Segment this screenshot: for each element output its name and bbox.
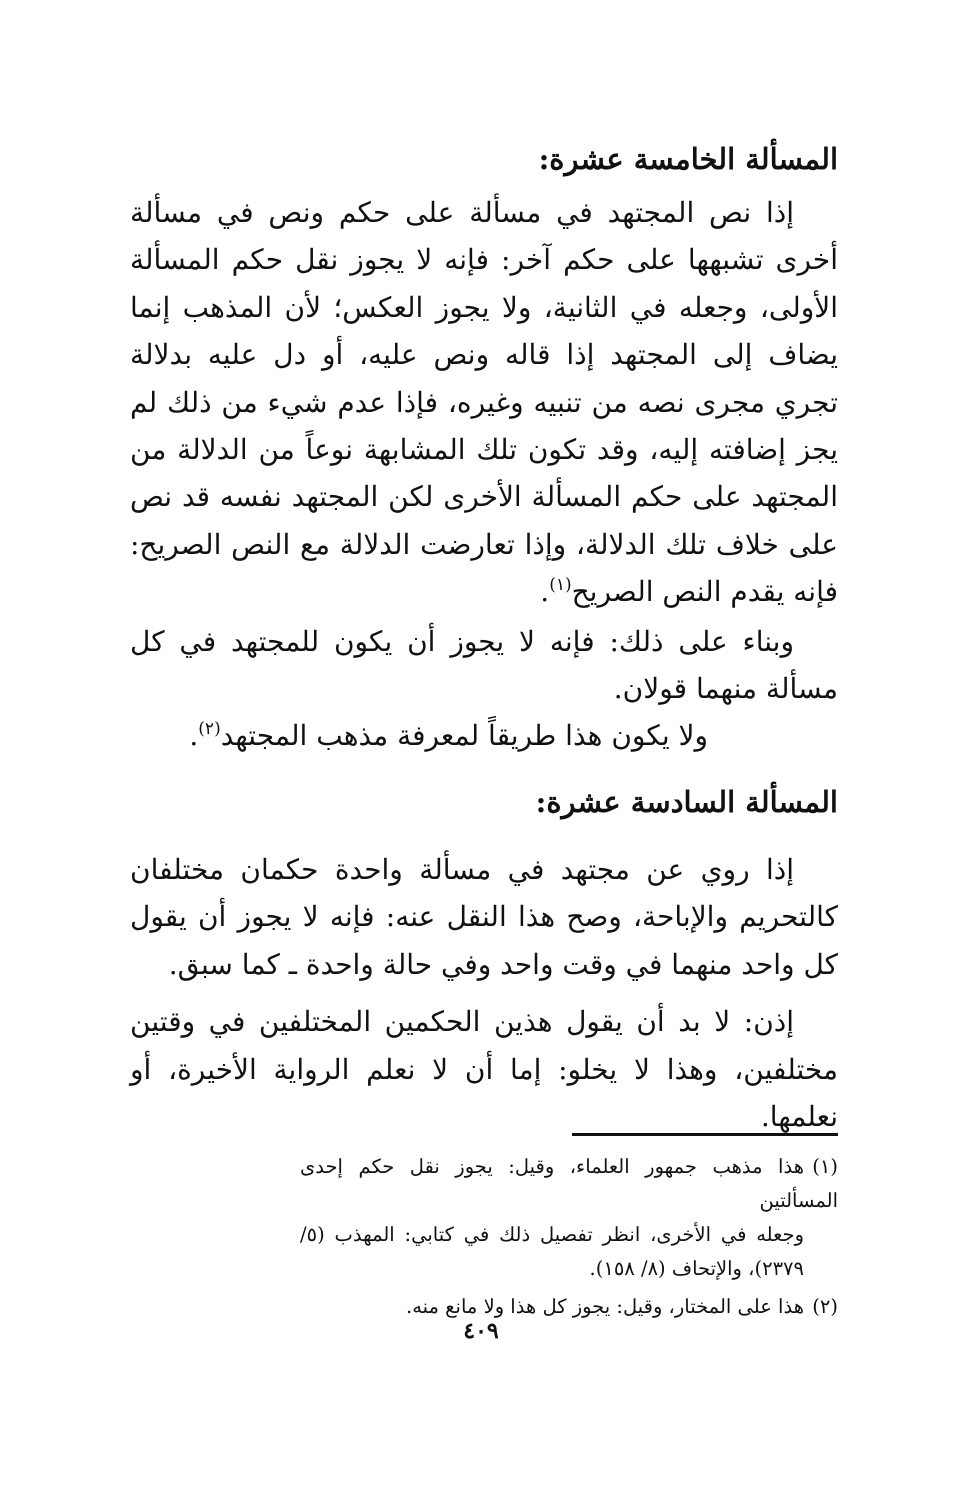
footnote-divider xyxy=(572,1133,838,1136)
footnote-1 xyxy=(300,1150,838,1286)
footnote-1-number: (١) xyxy=(812,1155,838,1178)
footnote-1-continuation: وجعله في الأخرى، انظر تفصيل ذلك في كتابي: المهذب (٥/ ٢٣٧٩)، والإتحاف (٨/ ١٥٨). xyxy=(300,1223,804,1280)
page-number: ٤٠٩ xyxy=(463,1318,499,1344)
footnotes xyxy=(300,1150,838,1324)
section-heading-sixteenth: المسألة السادسة عشرة: xyxy=(535,784,838,819)
footnote-ref-2: (٢) xyxy=(198,719,221,740)
paragraph-2: وبناء على ذلك: فإنه لا يجوز أن يكون للمجتهد في كل مسألة منهما قولان. xyxy=(130,624,838,706)
footnote-ref-1: (١) xyxy=(549,575,572,596)
paragraph-4: إذا روي عن مجتهد في مسألة واحدة حكمان مختلفان كالتحريم والإباحة، وصح هذا النقل عنه: فإنه لا يجوز أن يقول كل واحد منهما في وقت واحد وفي حالة واحدة ـ كما سبق. xyxy=(130,852,838,981)
paragraph-3 xyxy=(130,712,838,759)
paragraph-1-end: . xyxy=(540,575,550,609)
section-heading-fifteenth: المسألة الخامسة عشرة: xyxy=(538,142,838,176)
paragraph-1 xyxy=(130,189,838,616)
paragraph-5: إذن: لا بد أن يقول هذين الحكمين المختلفين في وقتين مختلفين، وهذا لا يخلو: إما أن لا نعلم الرواية الأخيرة، أو نعلمها. xyxy=(130,1005,838,1133)
page-body xyxy=(130,135,838,1140)
footnote-1-text: هذا مذهب جمهور العلماء، وقيل: يجوز نقل حكم إحدى المسألتين xyxy=(300,1155,838,1212)
paragraph-3-end: . xyxy=(189,719,199,753)
footnote-2-number: (٢) xyxy=(812,1295,838,1318)
paragraph-3-text: ولا يكون هذا طريقاً لمعرفة مذهب المجتهد xyxy=(220,719,708,753)
footnote-2-text: هذا على المختار، وقيل: يجوز كل هذا ولا مانع منه. xyxy=(406,1295,804,1318)
footnote-2 xyxy=(300,1290,838,1324)
paragraph-1-text: إذا نص المجتهد في مسألة على حكم ونص في مسألة أخرى تشبهها على حكم آخر: فإنه لا يجوز نقل حكم المسألة الأولى، وجعله في الثانية، ولا يجوز العكس؛ لأن المذهب إنما يضاف إلى المجتهد إذا قاله ونص عليه، أو دل عليه بدلالة تجري مجرى نصه من تنبيه وغيره، فإذا عدم شيء من ذلك لم يجز إضافته إليه، وقد تكون تلك المشابهة نوعاً من الدلالة من المجتهد على حكم المسألة الأخرى لكن المجتهد نفسه قد نص على خلاف تلك الدلالة، وإذا تعارضت الدلالة مع النص الصريح: فإنه يقدم النص الصريح xyxy=(130,196,839,609)
